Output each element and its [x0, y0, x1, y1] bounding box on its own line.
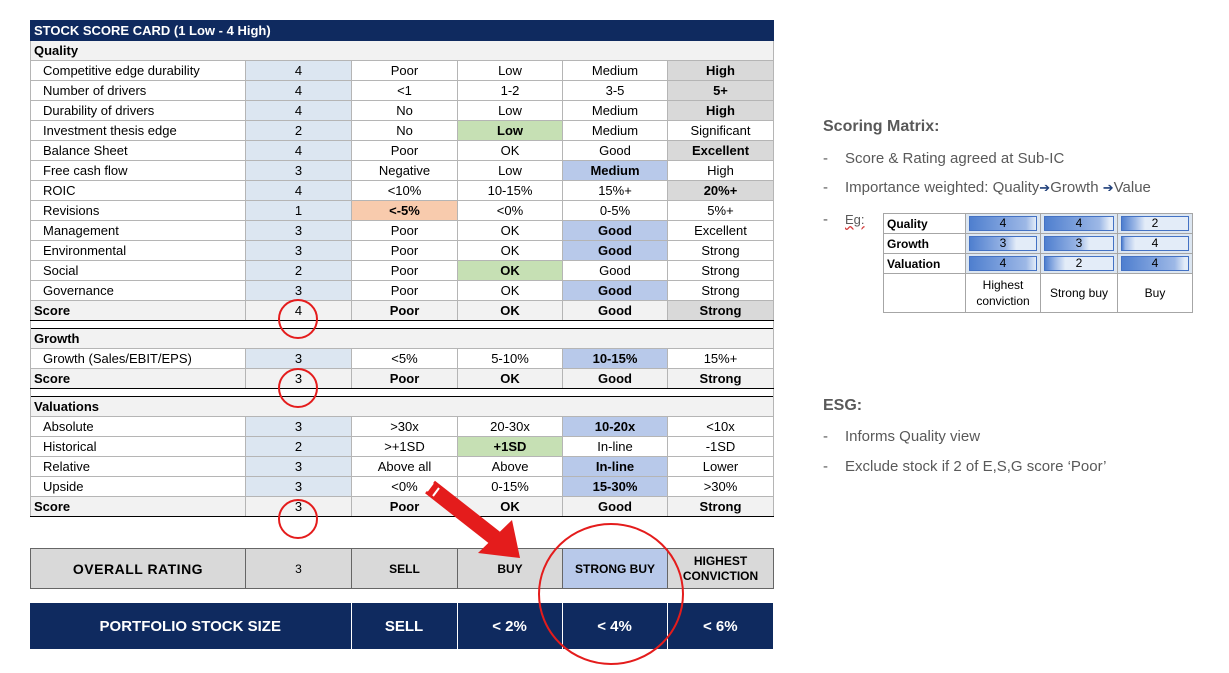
criterion-name: Management: [31, 221, 246, 241]
matrix-bar: 4: [1044, 216, 1114, 231]
quality-score-value: 4: [246, 301, 352, 321]
option-4: 20%+: [668, 181, 774, 201]
scoring-bullet-1: [823, 150, 1064, 167]
criterion-score: 3: [246, 281, 352, 301]
option-1: Poor: [352, 281, 458, 301]
option-2: Low: [458, 101, 563, 121]
option-4: High: [668, 101, 774, 121]
criterion-score: 3: [246, 349, 352, 369]
option-2: OK: [458, 497, 563, 517]
criterion-name: Social: [31, 261, 246, 281]
criterion-score: 4: [246, 101, 352, 121]
option-2: OK: [458, 301, 563, 321]
portfolio-size-label: PORTFOLIO STOCK SIZE: [30, 603, 351, 649]
size-strong-buy: < 4%: [562, 603, 667, 649]
criterion-score: 3: [246, 477, 352, 497]
option-4: High: [668, 61, 774, 81]
option-4: Strong: [668, 369, 774, 389]
option-2: 1-2: [458, 81, 563, 101]
option-2: OK: [458, 281, 563, 301]
option-3: 0-5%: [563, 201, 668, 221]
red-arrow-icon: [427, 483, 520, 558]
option-3: Good: [563, 497, 668, 517]
option-3: Medium: [563, 161, 668, 181]
option-4: Significant: [668, 121, 774, 141]
scoring-bullet-2-mid: Growth: [1050, 179, 1099, 196]
option-1: Poor: [352, 301, 458, 321]
option-4: Excellent: [668, 221, 774, 241]
bullet-dash: -: [823, 428, 828, 445]
option-1: <0%: [352, 477, 458, 497]
option-1: Poor: [352, 369, 458, 389]
matrix-bar: 4: [1121, 236, 1189, 251]
option-3: Good: [563, 261, 668, 281]
matrix-footer-label: Strong buy: [1041, 274, 1118, 313]
criterion-score: 3: [246, 161, 352, 181]
right-arrow-icon: ➔: [1039, 180, 1051, 195]
eg-text: Eg:: [845, 212, 865, 227]
matrix-cell: [1041, 234, 1118, 254]
matrix-row: [884, 254, 1193, 274]
size-buy: < 2%: [457, 603, 562, 649]
criterion-name: Environmental: [31, 241, 246, 261]
matrix-cell: [966, 234, 1041, 254]
option-3: Good: [563, 141, 668, 161]
option-1: Poor: [352, 221, 458, 241]
option-2: Low: [458, 161, 563, 181]
option-3: 10-20x: [563, 417, 668, 437]
score-label: Score: [31, 497, 246, 517]
bullet-dash: -: [823, 150, 828, 167]
example-scoring-matrix: [883, 213, 1193, 313]
option-3: 10-15%: [563, 349, 668, 369]
rating-strong-buy: STRONG BUY: [563, 549, 668, 589]
option-1: Poor: [352, 261, 458, 281]
option-4: <10x: [668, 417, 774, 437]
criterion-name: Balance Sheet: [31, 141, 246, 161]
overall-rating-value: 3: [246, 549, 352, 589]
section-heading: Quality: [31, 41, 774, 61]
scoring-bullet-1-text: Score & Rating agreed at Sub-IC: [845, 150, 1065, 167]
criterion-score: 4: [246, 141, 352, 161]
option-3: Good: [563, 221, 668, 241]
criterion-name: Historical: [31, 437, 246, 457]
option-3: Good: [563, 281, 668, 301]
section-heading: Growth: [31, 329, 774, 349]
option-4: Excellent: [668, 141, 774, 161]
rating-sell: SELL: [352, 549, 458, 589]
score-card-title: STOCK SCORE CARD (1 Low - 4 High): [31, 21, 774, 41]
criterion-name: ROIC: [31, 181, 246, 201]
matrix-row: [884, 234, 1193, 254]
matrix-cell: [966, 214, 1041, 234]
option-1: Poor: [352, 241, 458, 261]
option-1: >+1SD: [352, 437, 458, 457]
criterion-name: Durability of drivers: [31, 101, 246, 121]
criterion-score: 3: [246, 241, 352, 261]
criterion-name: Investment thesis edge: [31, 121, 246, 141]
option-3: In-line: [563, 457, 668, 477]
option-2: 20-30x: [458, 417, 563, 437]
option-2: Low: [458, 61, 563, 81]
bullet-dash: -: [823, 211, 828, 228]
esg-bullet-2: [823, 458, 1107, 475]
option-2: Low: [458, 121, 563, 141]
highlight-circle-growth-score: [279, 369, 317, 407]
criterion-name: Absolute: [31, 417, 246, 437]
option-2: +1SD: [458, 437, 563, 457]
matrix-cell: [1118, 234, 1193, 254]
criterion-name: Free cash flow: [31, 161, 246, 181]
criterion-name: Relative: [31, 457, 246, 477]
matrix-row-label: Valuation: [884, 254, 966, 274]
option-4: Strong: [668, 497, 774, 517]
criterion-score: 4: [246, 181, 352, 201]
option-1: Negative: [352, 161, 458, 181]
scoring-bullet-2-pre: Importance weighted: Quality: [845, 179, 1040, 196]
matrix-bar: 4: [1121, 256, 1189, 271]
option-2: OK: [458, 261, 563, 281]
size-highest-conviction: < 6%: [667, 603, 773, 649]
option-4: >30%: [668, 477, 774, 497]
criterion-score: 4: [246, 81, 352, 101]
option-2: 5-10%: [458, 349, 563, 369]
rating-buy: BUY: [458, 549, 563, 589]
option-2: OK: [458, 141, 563, 161]
section-heading: Valuations: [31, 397, 774, 417]
option-4: -1SD: [668, 437, 774, 457]
matrix-cell: [1118, 214, 1193, 234]
option-3: 15-30%: [563, 477, 668, 497]
matrix-bar: 4: [969, 256, 1037, 271]
option-2: 0-15%: [458, 477, 563, 497]
option-1: Poor: [352, 61, 458, 81]
option-3: 3-5: [563, 81, 668, 101]
matrix-cell: [1041, 254, 1118, 274]
option-4: Strong: [668, 241, 774, 261]
rating-highest-conviction: HIGHEST CONVICTION: [668, 549, 774, 589]
matrix-footer-label: Buy: [1118, 274, 1193, 313]
bullet-dash: -: [823, 458, 828, 475]
esg-heading: ESG:: [823, 397, 863, 414]
option-4: Strong: [668, 281, 774, 301]
matrix-row-label: Growth: [884, 234, 966, 254]
option-4: Strong: [668, 301, 774, 321]
growth-score-value: 3: [246, 369, 352, 389]
option-4: Lower: [668, 457, 774, 477]
criterion-name: Growth (Sales/EBIT/EPS): [31, 349, 246, 369]
option-1: No: [352, 121, 458, 141]
esg-bullet-1-text: Informs Quality view: [845, 428, 981, 445]
option-1: Poor: [352, 141, 458, 161]
option-3: Medium: [563, 121, 668, 141]
criterion-score: 3: [246, 457, 352, 477]
criterion-name: Revisions: [31, 201, 246, 221]
option-1: Poor: [352, 497, 458, 517]
criterion-score: 2: [246, 437, 352, 457]
matrix-cell: [1041, 214, 1118, 234]
option-1: <1: [352, 81, 458, 101]
option-4: Strong: [668, 261, 774, 281]
score-label: Score: [31, 369, 246, 389]
option-3: In-line: [563, 437, 668, 457]
option-4: High: [668, 161, 774, 181]
criterion-score: 3: [246, 417, 352, 437]
option-1: No: [352, 101, 458, 121]
option-1: <-5%: [352, 201, 458, 221]
option-4: 5%+: [668, 201, 774, 221]
option-2: Above: [458, 457, 563, 477]
matrix-bar: 3: [1044, 236, 1114, 251]
option-3: Good: [563, 301, 668, 321]
option-3: Medium: [563, 101, 668, 121]
scoring-bullet-2: [823, 179, 1151, 196]
criterion-name: Upside: [31, 477, 246, 497]
matrix-footer-label: Highest conviction: [966, 274, 1041, 313]
matrix-footer-blank: [884, 274, 966, 313]
option-1: >30x: [352, 417, 458, 437]
bullet-dash: -: [823, 179, 828, 196]
option-1: <10%: [352, 181, 458, 201]
right-arrow-icon: ➔: [1102, 180, 1114, 195]
criterion-name: Governance: [31, 281, 246, 301]
highlight-circle-rating: [539, 524, 683, 664]
highlight-circle-quality-score: [279, 300, 317, 338]
criterion-name: Competitive edge durability: [31, 61, 246, 81]
option-2: 10-15%: [458, 181, 563, 201]
matrix-bar: 3: [969, 236, 1037, 251]
option-4: 5+: [668, 81, 774, 101]
criterion-name: Number of drivers: [31, 81, 246, 101]
option-2: OK: [458, 369, 563, 389]
option-1: <5%: [352, 349, 458, 369]
option-3: Medium: [563, 61, 668, 81]
criterion-score: 2: [246, 121, 352, 141]
matrix-bar: 2: [1121, 216, 1189, 231]
eg-label: [823, 211, 865, 228]
matrix-footer-row: [884, 274, 1193, 313]
criterion-score: 2: [246, 261, 352, 281]
option-3: Good: [563, 369, 668, 389]
scoring-bullet-2-post: Value: [1113, 179, 1151, 196]
esg-bullet-1: [823, 428, 980, 445]
criterion-score: 4: [246, 61, 352, 81]
matrix-row: [884, 214, 1193, 234]
matrix-cell: [1118, 254, 1193, 274]
overall-rating-label: OVERALL RATING: [31, 549, 246, 589]
scoring-matrix-heading: Scoring Matrix:: [823, 118, 940, 135]
option-2: <0%: [458, 201, 563, 221]
option-1: Above all: [352, 457, 458, 477]
option-4: 15%+: [668, 349, 774, 369]
option-3: Good: [563, 241, 668, 261]
highlight-circle-valuations-score: [279, 500, 317, 538]
option-3: 15%+: [563, 181, 668, 201]
matrix-cell: [966, 254, 1041, 274]
size-sell: SELL: [351, 603, 457, 649]
criterion-score: 3: [246, 221, 352, 241]
esg-bullet-2-text: Exclude stock if 2 of E,S,G score ‘Poor’: [845, 458, 1107, 475]
matrix-bar: 2: [1044, 256, 1114, 271]
score-label: Score: [31, 301, 246, 321]
option-2: OK: [458, 241, 563, 261]
criterion-score: 1: [246, 201, 352, 221]
matrix-row-label: Quality: [884, 214, 966, 234]
matrix-bar: 4: [969, 216, 1037, 231]
valuations-score-value: 3: [246, 497, 352, 517]
option-2: OK: [458, 221, 563, 241]
